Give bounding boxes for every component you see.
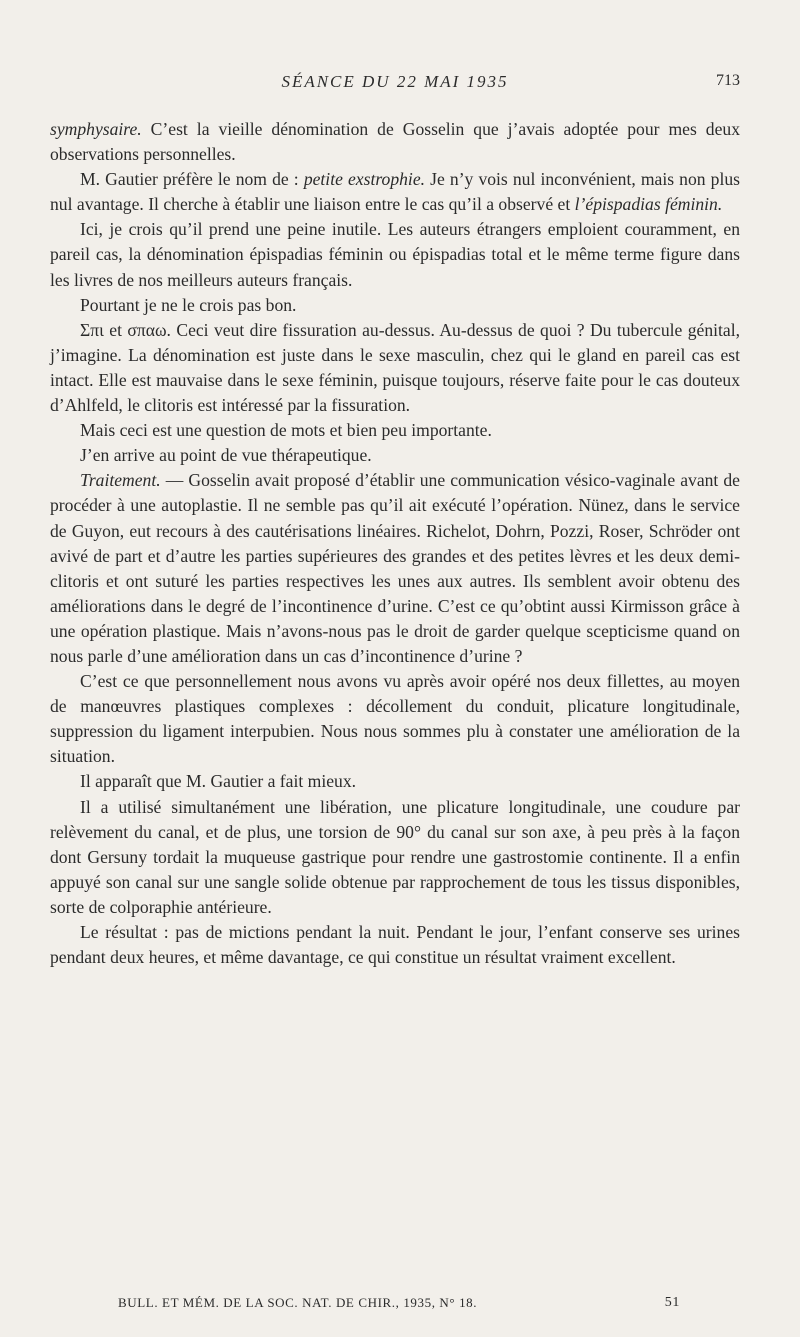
paragraph (50, 418, 740, 443)
paragraph (50, 443, 740, 468)
signature-mark: 51 (664, 1295, 680, 1310)
text-italic: petite exstrophie. (303, 169, 426, 190)
paragraph (50, 293, 740, 318)
text-run: Σπι et σπαω. Ceci veut dire fissuration au-dessus. Au-dessus de quoi ? Du tubercule génital, j’imagine. La dénomination est juste dans le sexe masculin, chez qui le gland en pareil cas est intact. Elle est mauvaise dans le sexe féminin, puisque toujours, réserve faite pour le cas douteux d’Ahlfeld, le clitoris est intéressé par la fissuration. (50, 319, 740, 416)
paragraph (50, 167, 740, 217)
running-header (50, 72, 740, 98)
journal-reference: BULL. ET MÉM. DE LA SOC. NAT. DE CHIR., 1935, N° 18. (118, 1295, 478, 1310)
text-run: Il apparaît que M. Gautier a fait mieux. (80, 771, 357, 792)
article-body (50, 117, 740, 970)
paragraph (50, 669, 740, 769)
paragraph (50, 117, 740, 167)
text-italic: l’épispadias féminin. (574, 194, 723, 215)
paragraph (50, 769, 740, 794)
text-run: — Gosselin avait proposé d’établir une communication vésico-vaginale avant de procéder à une autoplastie. Il ne semble pas qu’il ait exécuté l’opération. Nünez, dans le service de Guyon, eut recours à des cautérisations linéaires. Richelot, Dohrn, Pozzi, Roser, Schröder ont avivé de part et d’autre les parties supérieures des grandes et des petites lèvres et les deux demi-clitoris et ont suturé les parties respectives les unes aux autres. Ils semblent avoir obtenu des améliorations dans le degré de l’incontinence d’urine. C’est ce qu’obtint aussi Kirmisson grâce à une opération plastique. Mais n’avons-nous pas le droit de garder quelque scepticisme quand on nous parle d’une amélioration dans un cas d’incontinence d’urine ? (50, 470, 740, 666)
paragraph (50, 795, 740, 920)
text-run: Ici, je crois qu’il prend une peine inutile. Les auteurs étrangers emploient couramment, en pareil cas, la dénomination épispadias féminin ou épispadias total et le même terme figure dans les livres de nos meilleurs auteurs français. (50, 219, 740, 290)
text-run: Mais ceci est une question de mots et bien peu importante. (80, 420, 492, 441)
paragraph (50, 920, 740, 970)
text-run: Je n’y vois nul inconvénient, mais non plus nul avantage. Il cherche à établir une liaison entre le cas qu’il a observé et (50, 169, 741, 215)
text-run: C’est la vieille dénomination de Gosselin que j’avais adoptée pour mes deux observations personnelles. (50, 119, 740, 165)
paragraph (50, 217, 740, 292)
text-run: J’en arrive au point de vue thérapeutique. (80, 445, 372, 466)
page-number: 713 (716, 72, 740, 89)
text-italic: symphysaire. (50, 119, 142, 139)
text-run: Il a utilisé simultanément une libération, une plicature longitudinale, une coudure par relèvement du canal, et de plus, une torsion de 90° du canal sur son axe, à peu près à la façon dont Gersuny tordait la muqueuse gastrique pour rendre une gastrostomie continente. Il a enfin appuyé son canal sur une sangle solide obtenue par rapprochement de tous les tissus disponibles, sorte de colporaphie antérieure. (50, 796, 740, 917)
text-run: M. Gautier préfère le nom de : (80, 169, 304, 190)
text-italic: Traitement. (80, 470, 161, 491)
running-title: SÉANCE DU 22 MAI 1935 (281, 72, 509, 91)
text-run: C’est ce que personnellement nous avons vu après avoir opéré nos deux fillettes, au moyen de manœuvres plastiques complexes : décollement du conduit, plicature longitudinale, suppression du ligament interpubien. Nous nous sommes plu à constater une amélioration de la situation. (50, 671, 740, 767)
text-run: Pourtant je ne le crois pas bon. (80, 294, 297, 315)
paragraph (50, 318, 740, 418)
text-run: Le résultat : pas de mictions pendant la nuit. Pendant le jour, l’enfant conserve ses urines pendant deux heures, et même davantage, ce qui constitue un résultat vraiment excellent. (50, 922, 740, 968)
paragraph (50, 468, 740, 669)
